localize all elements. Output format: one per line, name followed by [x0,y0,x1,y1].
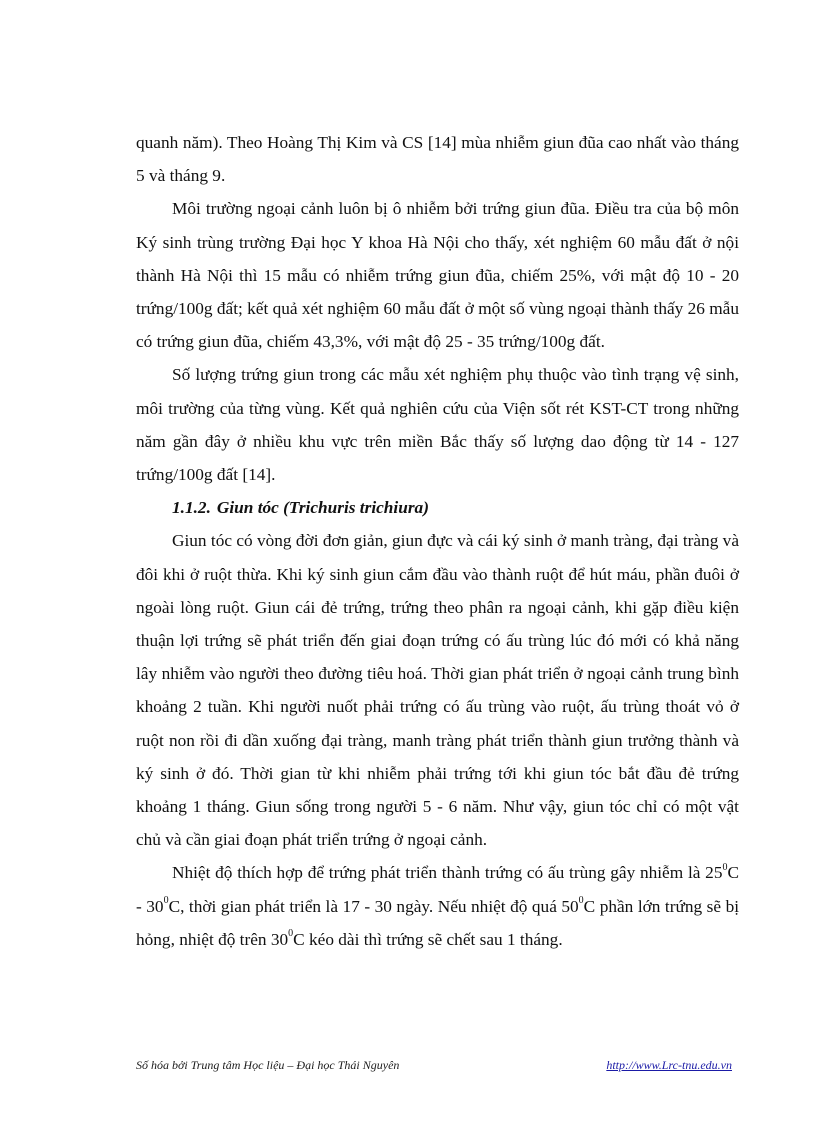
temp-text-4: C phần lớn trứng sẽ bị hỏng, nhiệt độ trên 30 [136,896,740,949]
paragraph-continuation: quanh năm). Theo Hoàng Thị Kim và CS [14] mùa nhiễm giun đũa cao nhất vào tháng 5 và tháng 9. [136,133,739,186]
degree-superscript: 0 [288,928,294,940]
degree-superscript: 0 [163,894,169,906]
footer-link[interactable]: http://www.Lrc-tnu.edu.vn [606,1058,732,1072]
degree-superscript: 0 [722,861,728,873]
footer-credit: Số hóa bởi Trung tâm Học liệu – Đại học Thái Nguyên [136,1058,400,1072]
degree-superscript: 0 [578,894,584,906]
section-heading [136,491,739,524]
paragraph-life-cycle: Giun tóc có vòng đời đơn giản, giun đực và cái ký sinh ở manh tràng, đại tràng và đôi khi ở ruột thừa. Khi ký sinh giun cắm đầu vào thành ruột để hút máu, phần đuôi ở ngoài lòng ruột. Giun cái đẻ trứng, trứng theo phân ra ngoại cảnh, khi gặp điều kiện thuận lợi trứng sẽ phát triển đến giai đoạn trứng có ấu trùng lúc đó mới có khả năng lây nhiễm vào người theo đường tiêu hoá. Thời gian phát triển ở ngoại cảnh trung bình khoảng 2 tuần. Khi người nuốt phải trứng có ấu trùng vào ruột, ấu trùng thoát vỏ ở ruột non rồi đi dần xuống đại tràng, manh tràng phát triển thành giun trưởng thành và ký sinh ở đó. Thời gian từ khi nhiễm phải trứng tới khi giun tóc bắt đầu đẻ trứng khoảng 1 tháng. Giun sống trong người 5 - 6 năm. Như vậy, giun tóc chỉ có một vật chủ và cần giai đoạn phát triển trứng ở ngoại cảnh. [136,531,739,850]
page-footer [136,1058,732,1078]
section-number: 1.1.2. [172,498,211,518]
temp-text-5: C kéo dài thì trứng sẽ chết sau 1 tháng. [293,929,563,949]
body-text [136,126,739,956]
temp-text-2: C - 30 [136,863,739,916]
section-title: Giun tóc (Trichuris trichiura) [216,498,429,518]
paragraph-egg-count: Số lượng trứng giun trong các mẫu xét nghiệm phụ thuộc vào tình trạng vệ sinh, môi trường của từng vùng. Kết quả nghiên cứu của Viện sốt rét KST-CT trong những năm gần đây ở nhiều khu vực trên miền Bắc thấy số lượng dao động từ 14 - 127 trứng/100g đất [14]. [136,365,739,485]
temp-text-3: C, thời gian phát triển là 17 - 30 ngày. Nếu nhiệt độ quá 50 [168,896,579,916]
paragraph-soil-contamination: Môi trường ngoại cảnh luôn bị ô nhiễm bởi trứng giun đũa. Điều tra của bộ môn Ký sinh trùng trường Đại học Y khoa Hà Nội cho thấy, xét nghiệm 60 mẫu đất ở nội thành Hà Nội thì 15 mẫu có nhiễm trứng giun đũa, chiếm 25%, với mật độ 10 - 20 trứng/100g đất; kết quả xét nghiệm 60 mẫu đất ở một số vùng ngoại thành thấy 26 mẫu có trứng giun đũa, chiếm 43,3%, với mật độ 25 - 35 trứng/100g đất. [136,199,739,352]
paragraph-temperature [136,856,739,956]
temp-text-1: Nhiệt độ thích hợp để trứng phát triển thành trứng có ấu trùng gây nhiễm là 25 [172,863,723,883]
